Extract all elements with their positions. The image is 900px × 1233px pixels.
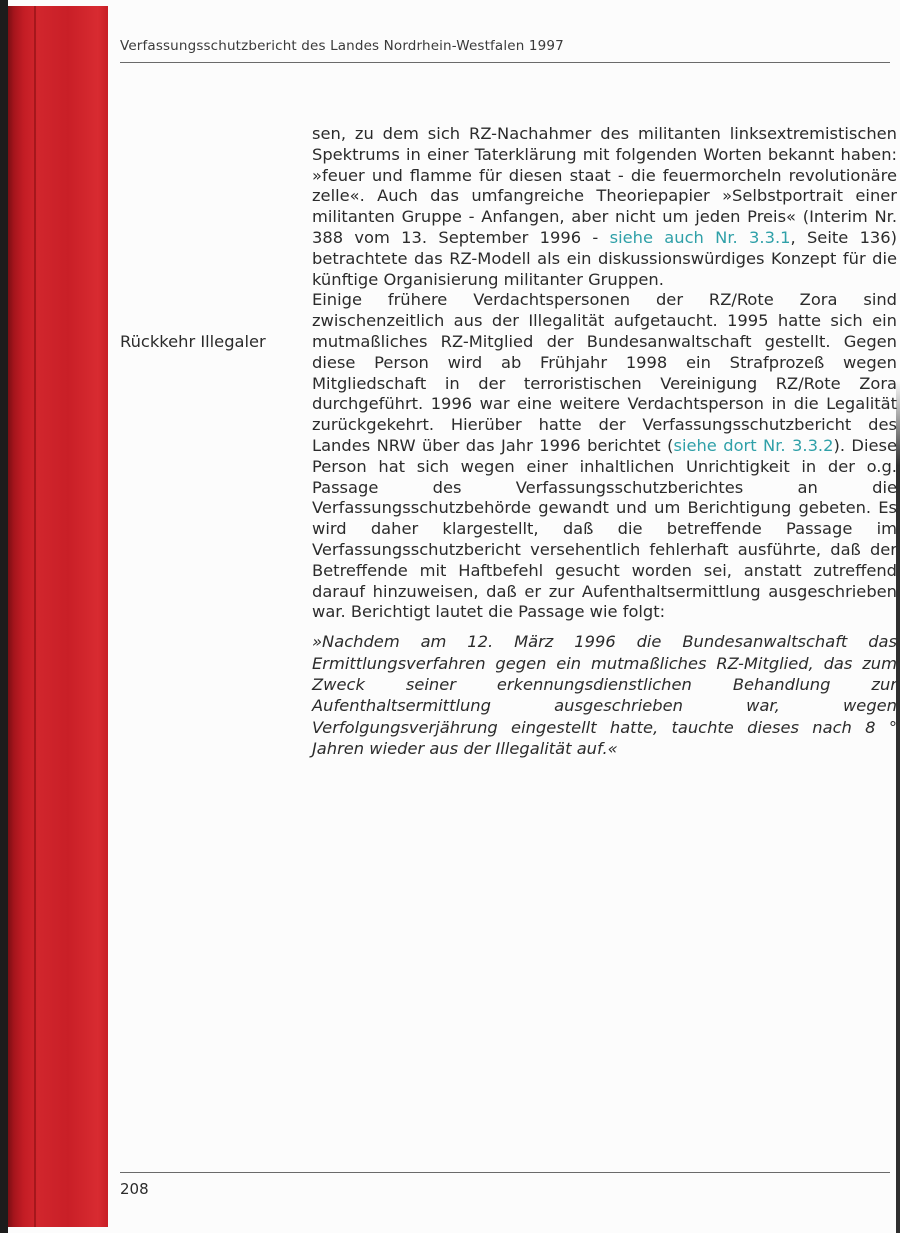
scan-edge-dark xyxy=(0,0,8,1233)
cross-reference-3-3-2[interactable]: siehe dort Nr. 3.3.2 xyxy=(673,435,834,455)
cross-reference-3-3-1[interactable]: siehe auch Nr. 3.3.1 xyxy=(609,227,791,247)
footer-rule xyxy=(120,1172,890,1173)
running-title: Verfassungsschutzbericht des Landes Nordrhein-Westfalen 1997 xyxy=(120,38,564,54)
main-text-column xyxy=(312,124,897,760)
paragraph-1-text-a: sen, zu dem sich RZ-Nachahmer des militanten linksextremistischen Spektrums in einer Taterklärung mit folgenden Worten bekannt haben: »feuer und flamme für diesen staat - die feuermorcheln revolutionäre zelle«. Auch das umfangreiche Theoriepapier »Selbstportrait einer militanten Gruppe - Anfangen, aber nicht um jeden Preis« (Interim Nr. 388 vom 13. September 1996 - xyxy=(312,124,897,247)
page-number: 208 xyxy=(120,1180,149,1198)
margin-heading: Rückkehr Illegaler xyxy=(120,332,266,351)
book-binding-edge xyxy=(8,6,108,1227)
header-rule xyxy=(120,62,890,63)
corrected-passage-quote: »Nachdem am 12. März 1996 die Bundesanwaltschaft das Ermittlungsverfahren gegen ein mutmaßliches RZ-Mitglied, das zum Zweck seiner erkennungsdienstlichen Behandlung zur Aufenthaltsermittlung ausgeschrieben war, wegen Verfolgungsverjährung eingestellt hatte, tauchte dieses nach 8 ° Jahren wieder aus der Illegalität auf.« xyxy=(312,632,897,759)
paragraph-1-text-b: , Seite 136) betrachtete das RZ-Modell als ein diskussionswürdiges Konzept für die künftige Organisierung militanter Gruppen. xyxy=(312,227,897,289)
paragraph-2-text-b: ). Diese Person hat sich wegen einer inhaltlichen Unrichtigkeit in der o.g. Passage des Verfassungsschutzberichtes an die Verfassungsschutzbehörde gewandt und um Berichtigung gebeten. Es wird daher klargestellt, daß die betreffende Passage im Verfassungsschutzbericht versehentlich fehlerhaft ausführte, daß der Betreffende mit Haftbefehl gesucht worden sei, anstatt zutreffend darauf hinzuweisen, daß er zur Aufenthaltsermittlung ausgeschrieben war. Berichtigt lautet die Passage wie folgt: xyxy=(312,435,897,622)
paragraph-2-text-a: Einige frühere Verdachtspersonen der RZ/Rote Zora sind zwischenzeitlich aus der Illegalität aufgetaucht. 1995 hatte sich ein mutmaßliches RZ-Mitglied der Bundesanwaltschaft gestellt. Gegen diese Person wird ab Frühjahr 1998 ein Strafprozeß wegen Mitgliedschaft in der terroristischen Vereinigung RZ/Rote Zora durchgeführt. 1996 war eine weitere Verdachtsperson in die Legalität zurückgekehrt. Hierüber hatte der Verfassungsschutzbericht des Landes NRW über das Jahr 1996 berichtet ( xyxy=(312,290,897,455)
paragraph-2 xyxy=(312,290,897,623)
paragraph-1 xyxy=(312,124,897,290)
